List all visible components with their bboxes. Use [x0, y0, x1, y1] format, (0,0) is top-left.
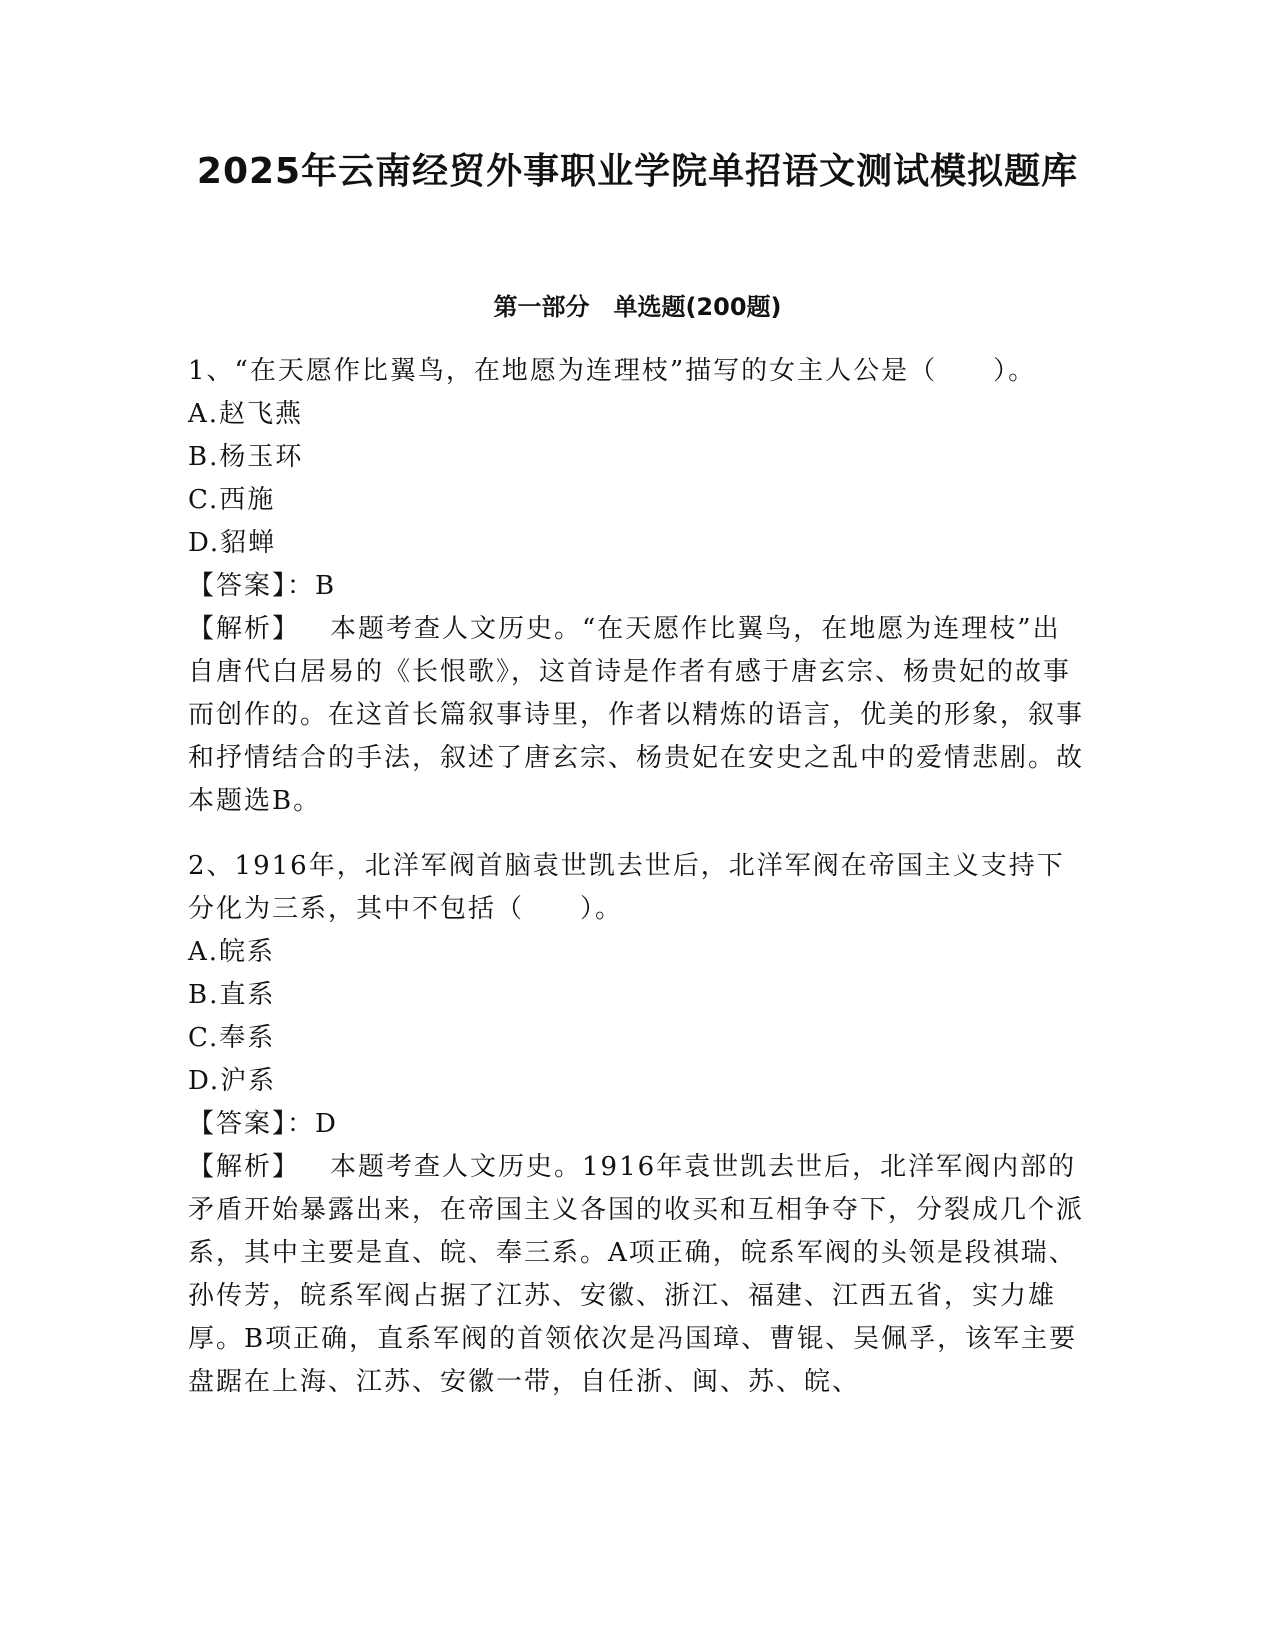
option-a: A.赵飞燕 — [188, 399, 304, 429]
analysis-label: 【解析】 — [188, 614, 301, 644]
question-1 — [188, 350, 1088, 823]
analysis-label: 【解析】 — [188, 1152, 301, 1182]
analysis-text: 本题考查人文历史。1916年袁世凯去世后，北洋军阀内部的矛盾开始暴露出来，在帝国主义各国的收买和互相争夺下，分裂成几个派系，其中主要是直、皖、奉三系。A项正确，皖系军阀的头领是段祺瑞、孙传芳，皖系军阀占据了江苏、安徽、浙江、福建、江西五省，实力雄厚。B项正确，直系军阀的首领依次是冯国璋、曹锟、吴佩孚，该军主要盘踞在上海、江苏、安徽一带，自任浙、闽、苏、皖、 — [188, 1152, 1085, 1397]
analysis-paragraph — [188, 1146, 1088, 1404]
question-spacer — [188, 823, 1088, 845]
section-title: 第一部分 单选题(200题) — [493, 293, 782, 321]
answer-label: 【答案】： — [188, 1109, 316, 1139]
question-list — [188, 350, 1088, 1404]
option-c: C.奉系 — [188, 1023, 276, 1053]
option-b: B.直系 — [188, 980, 276, 1010]
document-title: 2025年云南经贸外事职业学院单招语文测试模拟题库 — [196, 151, 1079, 192]
option-d: D.沪系 — [188, 1066, 277, 1096]
option-d: D.貂蝉 — [188, 528, 277, 558]
option-c: C.西施 — [188, 485, 276, 515]
answer-value: B — [315, 571, 337, 601]
question-2 — [188, 845, 1088, 1404]
answer-value: D — [315, 1109, 338, 1139]
option-b: B.杨玉环 — [188, 442, 304, 472]
answer-line — [188, 1103, 1088, 1146]
answer-label: 【答案】： — [188, 571, 316, 601]
question-stem: 1、“在天愿作比翼鸟，在地愿为连理枝”描写的女主人公是（ ）。 — [188, 356, 1037, 386]
option-a: A.皖系 — [188, 937, 276, 967]
analysis-paragraph — [188, 608, 1088, 823]
analysis-text: 本题考查人文历史。“在天愿作比翼鸟，在地愿为连理枝”出自唐代白居易的《长恨歌》，这首诗是作者有感于唐玄宗、杨贵妃的故事而创作的。在这首长篇叙事诗里，作者以精炼的语言，优美的形象，叙事和抒情结合的手法，叙述了唐玄宗、杨贵妃在安史之乱中的爱情悲剧。故本题选B。 — [188, 614, 1085, 816]
question-stem: 2、1916年，北洋军阀首脑袁世凯去世后，北洋军阀在帝国主义支持下分化为三系，其中不包括（ ）。 — [188, 851, 1065, 924]
answer-line — [188, 565, 1088, 608]
